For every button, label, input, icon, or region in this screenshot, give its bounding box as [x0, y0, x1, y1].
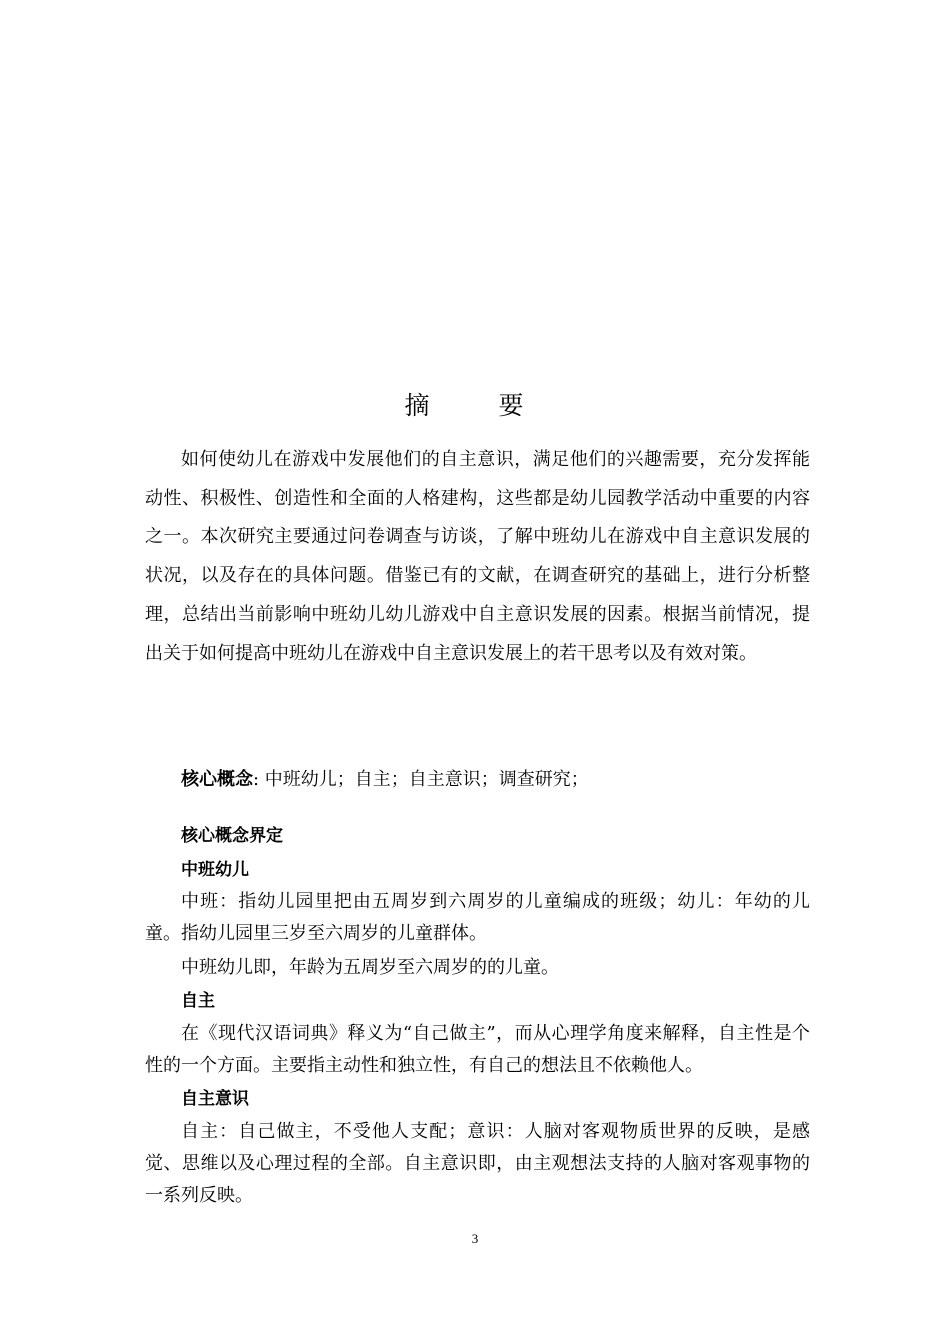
abstract-paragraph: 如何使幼儿在游戏中发展他们的自主意识，满足他们的兴趣需要，充分发挥能动性、积极性、创造性和全面的人格建构，这些都是幼儿园教学活动中重要的内容之一。本次研究主要通过问卷调查与访谈，了解中班幼儿在游戏中自主意识发展的状况，以及存在的具体问题。借鉴已有的文献，在调查研究的基础上，进行分析整理，总结出当前影响中班幼儿幼儿游戏中自主意识发展的因素。根据当前情况，提出关于如何提高中班幼儿在游戏中自主意识发展上的若干思考以及有效对策。	[145, 449, 810, 664]
section-heading-autonomy: 自主	[181, 991, 215, 1011]
paragraph-middle-class-definition: 中班：指幼儿园里把由五周岁到六周岁的儿童编成的班级；幼儿：年幼的儿童。指幼儿园里三岁至六周岁的儿童群体。	[145, 891, 810, 944]
section-heading-autonomy-awareness: 自主意识	[181, 1089, 249, 1109]
page-number: 3	[471, 1231, 479, 1246]
definitions-heading: 核心概念界定	[181, 826, 283, 846]
keywords-line	[181, 764, 811, 796]
paragraph-autonomy-definition: 在《现代汉语词典》释义为“自己做主”，而从心理学角度来解释，自主性是个性的一个方面。主要指主动性和独立性，有自己的想法且不依赖他人。	[145, 1023, 810, 1076]
paragraph-autonomy-awareness-definition: 自主：自己做主，不受他人支配；意识：人脑对客观物质世界的反映，是感觉、思维以及心理过程的全部。自主意识即，由主观想法支持的人脑对客观事物的一系列反映。	[145, 1121, 810, 1206]
section-heading-middle-class-child: 中班幼儿	[181, 860, 249, 880]
keywords-label: 核心概念	[181, 769, 253, 790]
abstract-title: 摘 要	[404, 391, 546, 420]
paragraph-middle-class-age: 中班幼儿即，年龄为五周岁至六周岁的的儿童。	[181, 957, 559, 978]
keywords-text: : 中班幼儿；自主；自主意识；调查研究；	[253, 769, 589, 790]
